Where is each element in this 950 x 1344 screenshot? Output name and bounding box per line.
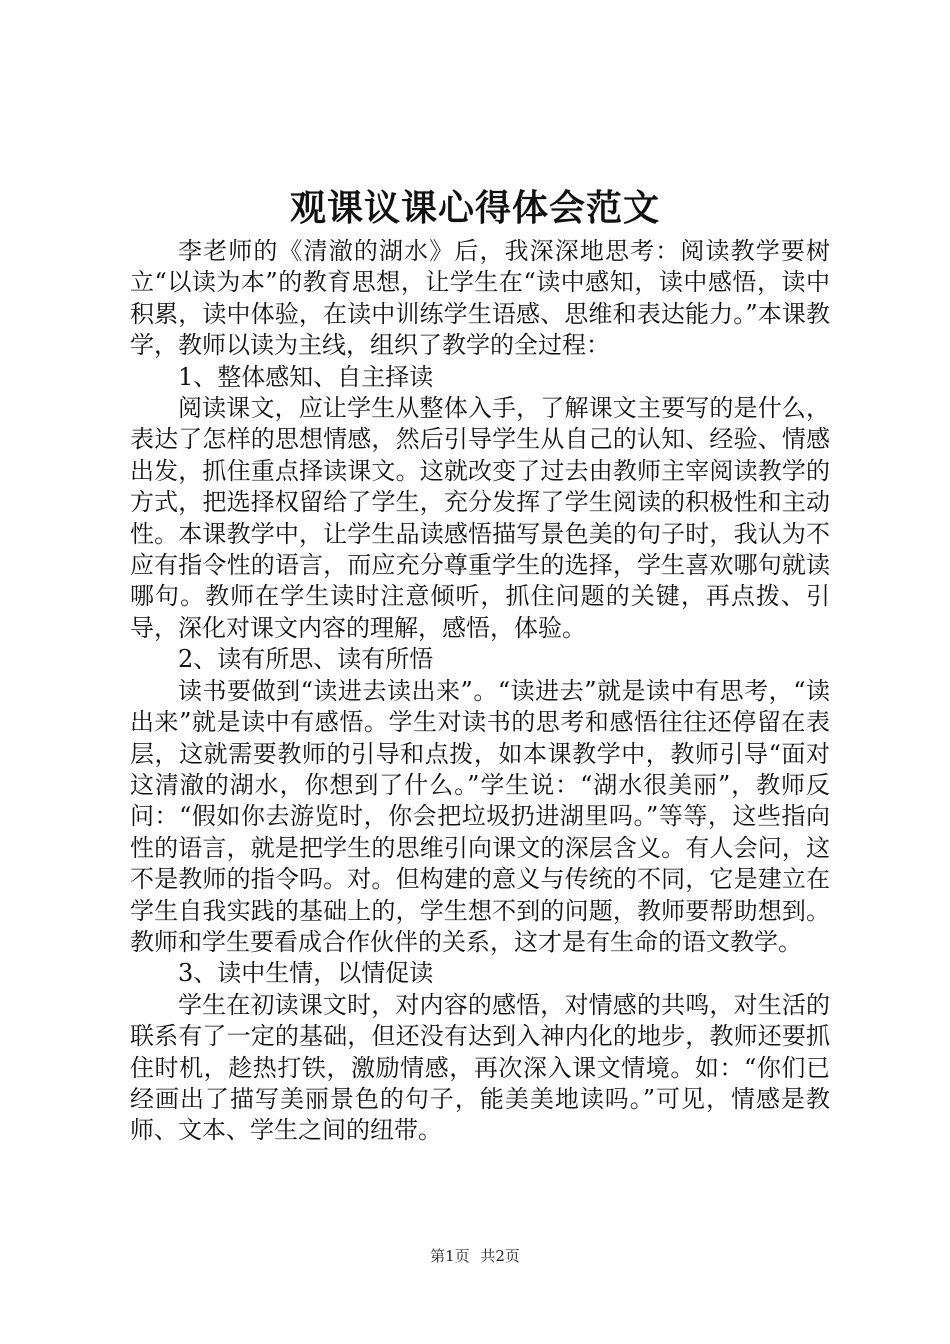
page-title: 观课议课心得体会范文 — [289, 187, 660, 229]
paragraph-section-3: 学生在初读课文时，对内容的感悟，对情感的共鸣，对生活的联系有了一定的基础，但还没有达到入神内化的地步，教师还要抓住时机，趁热打铁，激励情感，再次深入课文情境。如：“你们已经画出了描写美丽景色的句子，能美美地读吗。”可见，情感是教师、文本、学生之间的纽带。 — [130, 990, 830, 1145]
section-heading-1: 1、整体感知、自主择读 — [178, 362, 434, 391]
paragraph-section-1: 阅读课文，应让学生从整体入手，了解课文主要写的是什么，表达了怎样的思想情感，然后引导学生从自己的认知、经验、情感出发，抓住重点择读课文。这就改变了过去由教师主宰阅读教学的方式，把选择权留给了学生，充分发挥了学生阅读的积极性和主动性。本课教学中，让学生品读感悟描写景色美的句子时，我认为不应有指令性的语言，而应充分尊重学生的选择，学生喜欢哪句就读哪句。教师在学生读时注意倾听，抓住问题的关键，再点拨、引导，深化对课文内容的理解，感悟，体验。 — [130, 394, 830, 642]
section-heading-3: 3、读中生情，以情促读 — [178, 959, 434, 988]
section-heading-2: 2、读有所思、读有所悟 — [178, 645, 434, 674]
page-number-current: 第1页 — [430, 1247, 470, 1265]
page-number-total: 共2页 — [480, 1247, 520, 1265]
page-footer — [0, 1246, 950, 1266]
document-body — [130, 236, 830, 1147]
paragraph-intro: 李老师的《清澈的湖水》后，我深深地思考：阅读教学要树立“以读为本”的教育思想，让学生在“读中感知，读中感悟，读中积累，读中体验，在读中训练学生语感、思维和表达能力。”本课教学，教师以读为主线，组织了教学的全过程： — [130, 237, 830, 360]
paragraph-section-2: 读书要做到“读进去读出来”。“读进去”就是读中有思考，“读出来”就是读中有感悟。学生对读书的思考和感悟往往还停留在表层，这就需要教师的引导和点拨，如本课教学中，教师引导“面对这清澈的湖水，你想到了什么。”学生说：“湖水很美丽”，教师反问：“假如你去游览时，你会把垃圾扔进湖里吗。”等等，这些指向性的语言，就是把学生的思维引向课文的深层含义。有人会问，这不是教师的指令吗。对。但构建的意义与传统的不同，它是建立在学生自我实践的基础上的，学生想不到的问题，教师要帮助想到。教师和学生要看成合作伙伴的关系，这才是有生命的语文教学。 — [130, 676, 830, 956]
